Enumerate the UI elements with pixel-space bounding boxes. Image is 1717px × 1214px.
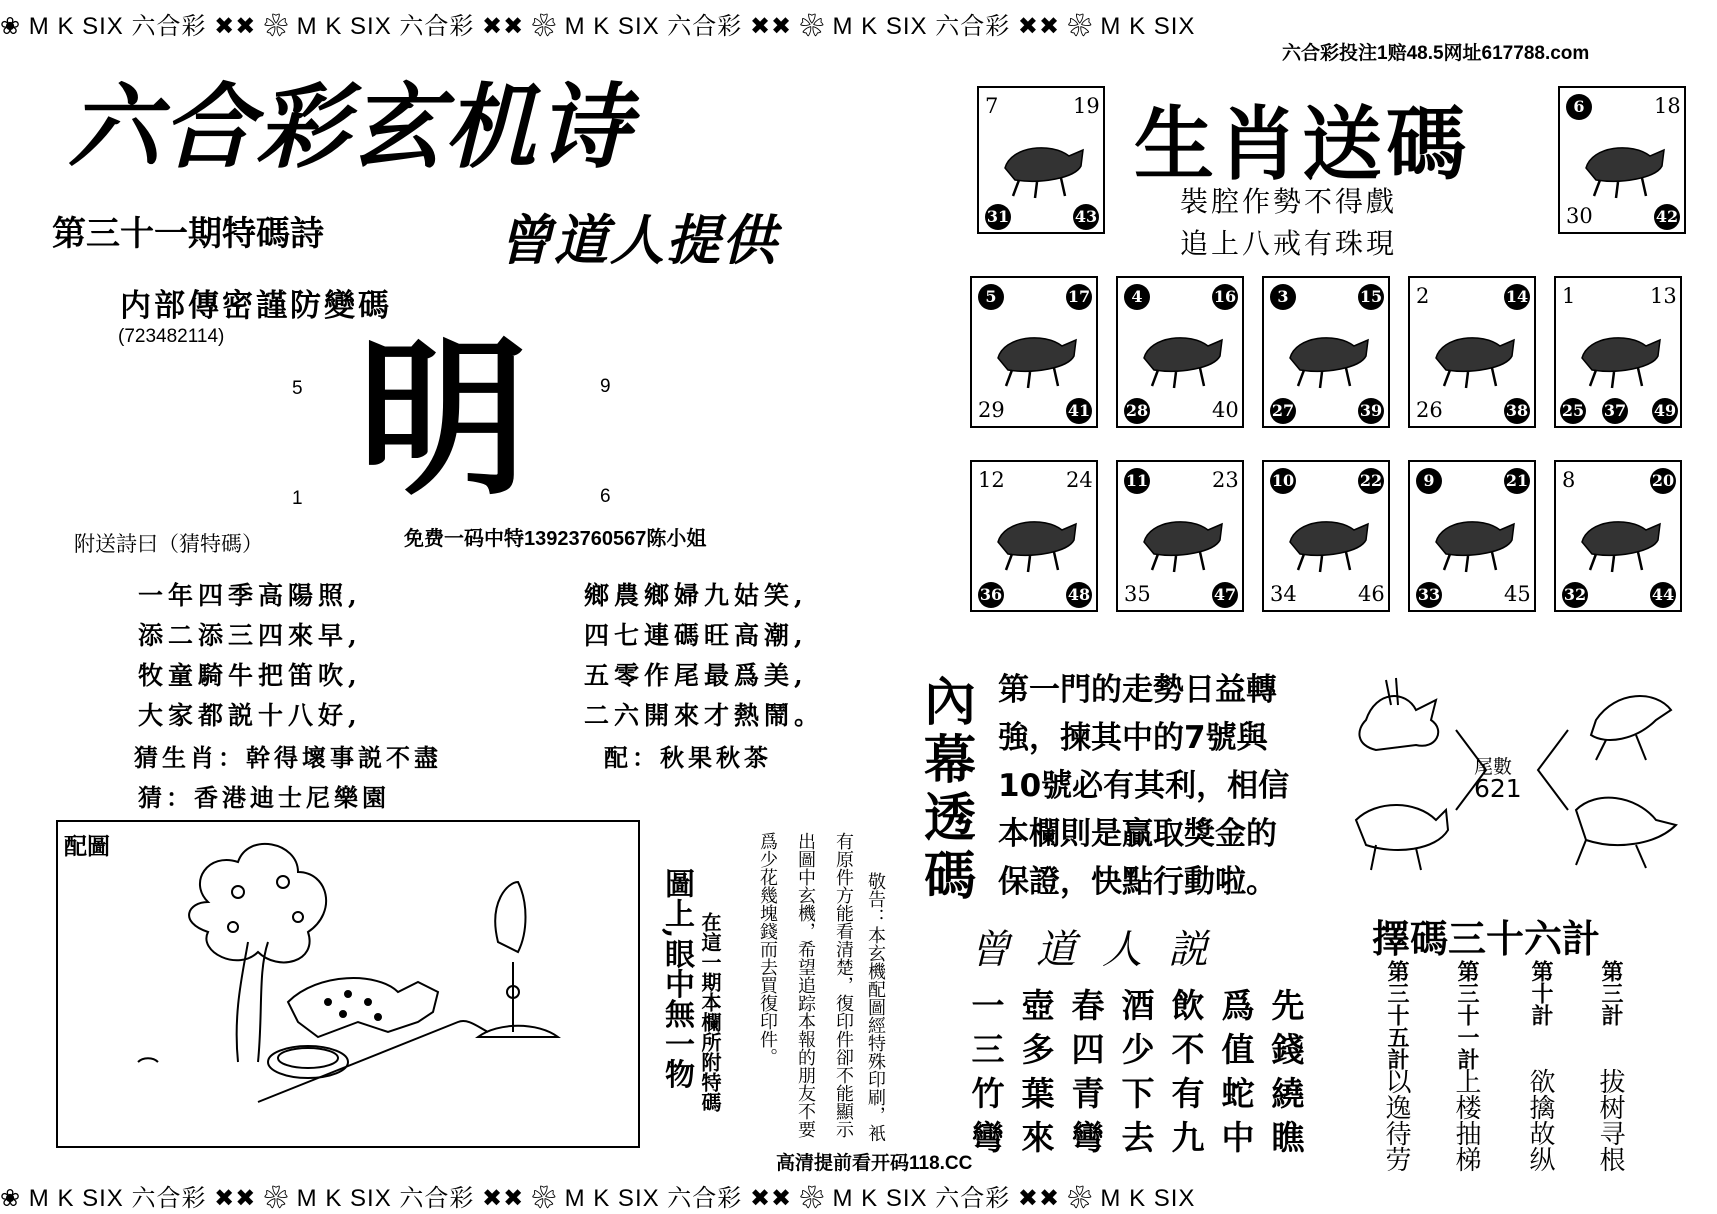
zodiac-animal-icon — [1568, 496, 1672, 576]
saying-char: 錢 — [1271, 1030, 1305, 1069]
zodiac-number: 7 — [985, 94, 999, 118]
zodiac-card — [1558, 86, 1686, 234]
poem-line: 大家都説十八好, — [138, 701, 362, 730]
zodiac-animal-icon — [1276, 496, 1380, 576]
zodiac-number: 14 — [1504, 284, 1530, 310]
zodiac-number: 31 — [985, 204, 1011, 230]
saying-char: 去 — [1121, 1118, 1155, 1157]
zodiac-number: 21 — [1504, 468, 1530, 494]
saying-char: 下 — [1121, 1074, 1155, 1113]
issue-title: 第三十一期特碼詩 — [52, 214, 324, 254]
zodiac-number: 18 — [1654, 94, 1681, 118]
zodiac-number: 15 — [1358, 284, 1384, 310]
cartoon-illustration — [58, 822, 638, 1146]
main-title: 六合彩玄机诗 — [68, 74, 633, 181]
zodiac-number: 11 — [1124, 468, 1150, 494]
bottom-url: 高清提前看开码118.CC — [776, 1153, 973, 1174]
saying-char: 爲 — [1221, 986, 1255, 1025]
zodiac-card — [1554, 460, 1682, 612]
zodiac-number: 34 — [1270, 582, 1297, 606]
zodiac-number: 20 — [1650, 468, 1676, 494]
poem-intro: 附送詩曰（猜特碼） — [74, 532, 263, 556]
zodiac-number: 29 — [978, 398, 1005, 422]
inside-char: 碼 — [924, 847, 977, 907]
strategy-heading: 第三計 — [1598, 960, 1624, 1026]
banner-text: ❀ M K SIX 六合彩 ✖✖ ❀ M K SIX 六合彩 ✖✖ ❀ M K SIX 六合彩 ✖✖ ❀ M K SIX 六合彩 ✖✖ ❀ M K SIX — [0, 13, 1196, 40]
poem-line: 添二添三四來早, — [138, 621, 362, 650]
zodiac-number: 41 — [1066, 398, 1092, 424]
zodiac-number: 36 — [978, 582, 1004, 608]
saying-char: 一 — [971, 986, 1005, 1025]
notice-line: 爲少花幾塊錢而去買復印件。 — [757, 832, 778, 1066]
strategy-heading: 第三十一計 — [1454, 960, 1480, 1070]
secret-line: 内部傳密謹防變碼 — [120, 288, 392, 324]
poem-line: 二六開來才熱鬧。 — [584, 701, 825, 730]
zodiac-number: 12 — [978, 468, 1005, 492]
zodiac-animal-icon — [991, 122, 1095, 202]
guess-zodiac: 猜生肖：幹得壞事説不盡 — [134, 743, 442, 772]
top-url: 六合彩投注1赔48.5网址617788.com — [1282, 43, 1590, 64]
bottom-banner — [0, 1178, 1717, 1214]
zodiac-card — [1262, 460, 1390, 612]
zodiac-title: 生肖送碼 — [1134, 98, 1470, 191]
zodiac-animal-icon — [1568, 312, 1672, 392]
saying-char: 彎 — [1071, 1118, 1105, 1157]
zodiac-verse-2: 追上八戒有珠現 — [1180, 227, 1398, 260]
strategy-body: 上楼抽梯 — [1451, 1068, 1481, 1172]
zodiac-number: 38 — [1504, 398, 1530, 424]
zodiac-card — [1116, 460, 1244, 612]
saying-char: 酒 — [1121, 986, 1155, 1025]
inside-line: 10號必有其利，相信 — [998, 768, 1290, 804]
zodiac-card — [1408, 276, 1536, 428]
poem-line: 一年四季高陽照, — [138, 581, 362, 610]
zodiac-number: 25 — [1560, 398, 1586, 424]
strategy-body: 拔树寻根 — [1595, 1068, 1625, 1172]
inside-char: 內 — [924, 673, 977, 733]
zodiac-number: 17 — [1066, 284, 1092, 310]
zodiac-number: 16 — [1212, 284, 1238, 310]
saying-char: 壺 — [1021, 986, 1055, 1025]
saying-char: 繞 — [1271, 1074, 1305, 1113]
note-column-2: 圖上,眼中無一物 — [659, 868, 694, 1089]
zodiac-number: 40 — [1212, 398, 1239, 422]
strategy-heading: 第十計 — [1528, 960, 1554, 1026]
strategy-body: 欲擒故纵 — [1525, 1068, 1555, 1172]
notice-line: 敬告：本玄機配圖經特殊印刷，衹 — [865, 872, 886, 1142]
zodiac-number: 49 — [1652, 398, 1678, 424]
zodiac-animal-icon — [1422, 496, 1526, 576]
tail-label: 尾數 — [1474, 756, 1513, 778]
free-line: 免费一码中特13923760567陈小姐 — [404, 528, 707, 550]
inside-char: 透 — [924, 789, 977, 849]
zodiac-number: 22 — [1358, 468, 1384, 494]
zodiac-number: 4 — [1124, 284, 1150, 310]
saying-char: 三 — [971, 1030, 1005, 1069]
provider: 曾道人提供 — [498, 209, 778, 272]
zodiac-card — [1262, 276, 1390, 428]
saying-char: 有 — [1171, 1074, 1205, 1113]
zodiac-number: 2 — [1416, 284, 1430, 308]
saying-char: 來 — [1021, 1118, 1055, 1157]
corner-number-bl: 1 — [292, 488, 303, 509]
zodiac-number: 3 — [1270, 284, 1296, 310]
zodiac-number: 27 — [1270, 398, 1296, 424]
notice-line: 有原件方能看清楚，復印件卻不能顯示 — [833, 832, 854, 1138]
zodiac-number: 26 — [1416, 398, 1443, 422]
inside-line: 第一門的走勢日益轉 — [998, 672, 1277, 708]
zodiac-animal-icon — [984, 312, 1088, 392]
corner-number-br: 6 — [600, 486, 611, 507]
guess-place: 猜：香港迪士尼樂園 — [138, 783, 390, 812]
inside-line: 本欄則是贏取獎金的 — [998, 816, 1277, 852]
zodiac-number: 46 — [1358, 582, 1385, 606]
zodiac-number: 44 — [1650, 582, 1676, 608]
big-character: 明 — [358, 321, 529, 519]
poem-line: 牧童騎牛把笛吹, — [138, 661, 362, 690]
banner-text: ❀ M K SIX 六合彩 ✖✖ ❀ M K SIX 六合彩 ✖✖ ❀ M K SIX 六合彩 ✖✖ ❀ M K SIX 六合彩 ✖✖ ❀ M K SIX — [0, 1185, 1196, 1212]
note-column-1: 在這一期本欄所附特碼 — [698, 912, 722, 1112]
zodiac-number: 9 — [1416, 468, 1442, 494]
zodiac-animal-icon — [1276, 312, 1380, 392]
zodiac-number: 10 — [1270, 468, 1296, 494]
zodiac-number: 33 — [1416, 582, 1442, 608]
zodiac-number: 42 — [1654, 204, 1680, 230]
picture-box — [56, 820, 640, 1148]
zodiac-number: 19 — [1073, 94, 1100, 118]
zodiac-number: 24 — [1066, 468, 1093, 492]
phone-code: (723482114) — [118, 326, 225, 347]
poem-line: 四七連碼旺高潮, — [584, 621, 808, 650]
top-banner — [0, 6, 1717, 42]
zodiac-number: 23 — [1212, 468, 1239, 492]
corner-number-tr: 9 — [600, 376, 611, 397]
zodiac-animal-icon — [1572, 122, 1676, 202]
saying-char: 竹 — [971, 1074, 1005, 1113]
zodiac-number: 43 — [1073, 204, 1099, 230]
corner-number-tl: 5 — [292, 378, 303, 399]
zodiac-number: 1 — [1562, 284, 1576, 308]
zodiac-number: 28 — [1124, 398, 1150, 424]
match-line: 配：秋果秋茶 — [604, 743, 772, 772]
saying-char: 四 — [1071, 1030, 1105, 1069]
zodiac-number: 6 — [1566, 94, 1592, 120]
saying-char: 蛇 — [1221, 1074, 1255, 1113]
saying-char: 多 — [1021, 1030, 1055, 1069]
zodiac-number: 32 — [1562, 582, 1588, 608]
saying-char: 值 — [1221, 1030, 1255, 1069]
saying-char: 飲 — [1171, 986, 1205, 1025]
saying-char: 春 — [1071, 986, 1105, 1025]
zodiac-card — [970, 460, 1098, 612]
zodiac-card — [1116, 276, 1244, 428]
zodiac-number: 8 — [1562, 468, 1576, 492]
strategy-heading: 第三十五計 — [1384, 960, 1410, 1070]
picture-label: 配圖 — [64, 833, 110, 860]
zodiac-number: 13 — [1650, 284, 1677, 308]
tail-value: 621 — [1474, 774, 1522, 803]
strategy-title: 擇碼三十六計 — [1372, 917, 1601, 961]
inside-line: 強，揀其中的7號與 — [998, 720, 1268, 756]
inside-char: 幕 — [924, 731, 977, 791]
zodiac-animal-icon — [984, 496, 1088, 576]
poem-line: 鄉農鄉婦九姑笑, — [584, 581, 808, 610]
saying-char: 先 — [1271, 986, 1305, 1025]
notice-line: 出圖中玄機，希望追踪本報的朋友不要 — [795, 832, 816, 1138]
zodiac-animal-icon — [1130, 496, 1234, 576]
saying-char: 九 — [1171, 1118, 1205, 1157]
zodiac-number: 47 — [1212, 582, 1238, 608]
saying-char: 青 — [1071, 1074, 1105, 1113]
zodiac-number: 5 — [978, 284, 1004, 310]
strategy-body: 以逸待劳 — [1381, 1068, 1411, 1172]
saying-char: 葉 — [1021, 1074, 1055, 1113]
zodiac-number: 39 — [1358, 398, 1384, 424]
saying-char: 彎 — [971, 1118, 1005, 1157]
zodiac-number: 37 — [1602, 398, 1628, 424]
zodiac-card — [970, 276, 1098, 428]
saying-char: 瞧 — [1271, 1118, 1305, 1157]
zodiac-number: 48 — [1066, 582, 1092, 608]
poem-line: 五零作尾最爲美, — [584, 661, 808, 690]
saying-char: 不 — [1171, 1030, 1205, 1069]
saying-char: 中 — [1221, 1118, 1255, 1157]
saying-title: 曾道人説 — [970, 927, 1234, 973]
zodiac-card — [977, 86, 1105, 234]
zodiac-verse-1: 裝腔作勢不得戲 — [1180, 185, 1398, 218]
zodiac-number: 45 — [1504, 582, 1531, 606]
zodiac-number: 30 — [1566, 204, 1593, 228]
zodiac-card — [1554, 276, 1682, 428]
zodiac-number: 35 — [1124, 582, 1151, 606]
zodiac-animal-icon — [1422, 312, 1526, 392]
saying-char: 少 — [1121, 1030, 1155, 1069]
zodiac-animal-icon — [1130, 312, 1234, 392]
zodiac-card — [1408, 460, 1536, 612]
inside-line: 保證，快點行動啦。 — [998, 864, 1277, 900]
